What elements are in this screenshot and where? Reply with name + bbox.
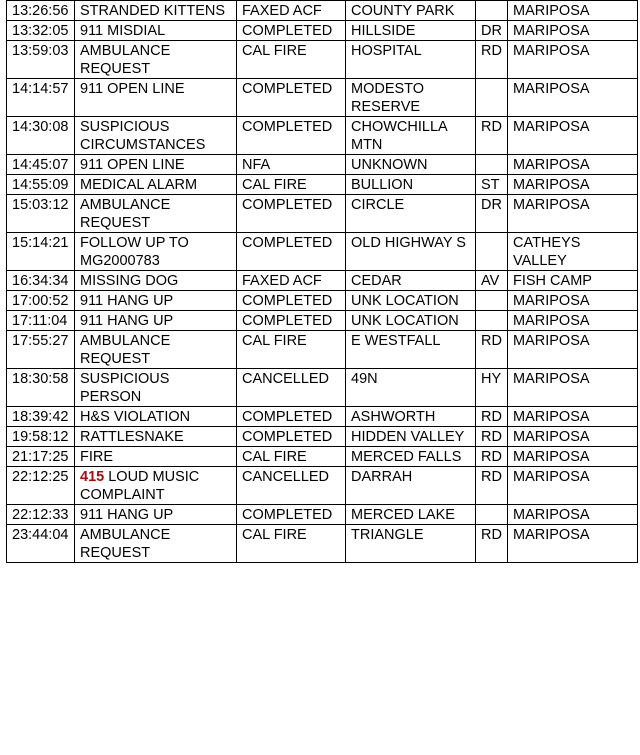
status-cell: COMPLETED (237, 311, 346, 331)
street-suffix-cell (476, 1, 508, 21)
city-cell: MARIPOSA (508, 291, 638, 311)
time-cell: 17:00:52 (7, 291, 75, 311)
street-suffix-cell: RD (476, 331, 508, 369)
time-cell: 22:12:33 (7, 505, 75, 525)
event-cell: FOLLOW UP TO MG2000783 (75, 233, 237, 271)
street-suffix-cell (476, 505, 508, 525)
time-cell: 22:12:25 (7, 467, 75, 505)
time-cell: 17:55:27 (7, 331, 75, 369)
table-row (7, 407, 638, 427)
time-cell: 18:39:42 (7, 407, 75, 427)
event-cell: 911 MISDIAL (75, 21, 237, 41)
city-cell: MARIPOSA (508, 311, 638, 331)
event-cell: AMBULANCE REQUEST (75, 525, 237, 563)
event-cell: MISSING DOG (75, 271, 237, 291)
street-suffix-cell: RD (476, 427, 508, 447)
street-cell: OLD HIGHWAY S (346, 233, 476, 271)
city-cell: MARIPOSA (508, 447, 638, 467)
event-cell (75, 467, 237, 505)
city-cell: MARIPOSA (508, 79, 638, 117)
event-cell: RATTLESNAKE (75, 427, 237, 447)
status-cell: CAL FIRE (237, 525, 346, 563)
street-suffix-cell: RD (476, 41, 508, 79)
table-row (7, 311, 638, 331)
table-row (7, 79, 638, 117)
table-row (7, 155, 638, 175)
table-row (7, 369, 638, 407)
table-row (7, 117, 638, 155)
event-cell: H&S VIOLATION (75, 407, 237, 427)
event-code: 415 (80, 469, 105, 485)
street-suffix-cell: RD (476, 447, 508, 467)
street-suffix-cell (476, 311, 508, 331)
time-cell: 23:44:04 (7, 525, 75, 563)
city-cell: MARIPOSA (508, 331, 638, 369)
status-cell: COMPLETED (237, 21, 346, 41)
city-cell: MARIPOSA (508, 525, 638, 563)
time-cell: 14:14:57 (7, 79, 75, 117)
status-cell: NFA (237, 155, 346, 175)
street-cell: MERCED FALLS (346, 447, 476, 467)
street-suffix-cell (476, 233, 508, 271)
table-row (7, 447, 638, 467)
event-cell: AMBULANCE REQUEST (75, 41, 237, 79)
street-cell: DARRAH (346, 467, 476, 505)
time-cell: 13:59:03 (7, 41, 75, 79)
city-cell: FISH CAMP (508, 271, 638, 291)
time-cell: 19:58:12 (7, 427, 75, 447)
status-cell: COMPLETED (237, 195, 346, 233)
street-suffix-cell (476, 291, 508, 311)
city-cell: MARIPOSA (508, 407, 638, 427)
street-suffix-cell: DR (476, 195, 508, 233)
event-cell: AMBULANCE REQUEST (75, 331, 237, 369)
street-cell: UNKNOWN (346, 155, 476, 175)
table-row (7, 505, 638, 525)
street-cell: 49N (346, 369, 476, 407)
event-text: LOUD MUSIC COMPLAINT (80, 469, 200, 503)
table-row (7, 271, 638, 291)
street-cell: BULLION (346, 175, 476, 195)
street-cell: HIDDEN VALLEY (346, 427, 476, 447)
status-cell: COMPLETED (237, 505, 346, 525)
status-cell: CAL FIRE (237, 331, 346, 369)
street-cell: UNK LOCATION (346, 291, 476, 311)
status-cell: COMPLETED (237, 407, 346, 427)
street-suffix-cell: RD (476, 467, 508, 505)
time-cell: 16:34:34 (7, 271, 75, 291)
time-cell: 21:17:25 (7, 447, 75, 467)
dispatch-log-table (6, 0, 638, 563)
city-cell: MARIPOSA (508, 41, 638, 79)
time-cell: 13:26:56 (7, 1, 75, 21)
dispatch-log-body (7, 1, 638, 563)
street-cell: MODESTO RESERVE (346, 79, 476, 117)
event-cell: SUSPICIOUS PERSON (75, 369, 237, 407)
street-suffix-cell: RD (476, 525, 508, 563)
event-cell: 911 OPEN LINE (75, 79, 237, 117)
city-cell: MARIPOSA (508, 21, 638, 41)
street-suffix-cell (476, 155, 508, 175)
city-cell: MARIPOSA (508, 467, 638, 505)
table-row (7, 195, 638, 233)
event-cell: 911 OPEN LINE (75, 155, 237, 175)
table-row (7, 291, 638, 311)
table-row (7, 41, 638, 79)
table-row (7, 525, 638, 563)
time-cell: 15:03:12 (7, 195, 75, 233)
street-suffix-cell: RD (476, 407, 508, 427)
status-cell: CAL FIRE (237, 175, 346, 195)
street-cell: HILLSIDE (346, 21, 476, 41)
event-cell: SUSPICIOUS CIRCUMSTANCES (75, 117, 237, 155)
table-row (7, 233, 638, 271)
table-row (7, 21, 638, 41)
city-cell: MARIPOSA (508, 1, 638, 21)
street-suffix-cell: HY (476, 369, 508, 407)
city-cell: CATHEYS VALLEY (508, 233, 638, 271)
time-cell: 14:45:07 (7, 155, 75, 175)
event-cell: 911 HANG UP (75, 291, 237, 311)
street-suffix-cell: RD (476, 117, 508, 155)
status-cell: FAXED ACF (237, 271, 346, 291)
status-cell: COMPLETED (237, 79, 346, 117)
table-row (7, 175, 638, 195)
street-suffix-cell: ST (476, 175, 508, 195)
time-cell: 14:55:09 (7, 175, 75, 195)
street-cell: E WESTFALL (346, 331, 476, 369)
status-cell: CAL FIRE (237, 41, 346, 79)
street-cell: MERCED LAKE (346, 505, 476, 525)
time-cell: 17:11:04 (7, 311, 75, 331)
street-cell: TRIANGLE (346, 525, 476, 563)
street-cell: ASHWORTH (346, 407, 476, 427)
city-cell: MARIPOSA (508, 369, 638, 407)
event-cell: 911 HANG UP (75, 311, 237, 331)
time-cell: 18:30:58 (7, 369, 75, 407)
status-cell: CANCELLED (237, 369, 346, 407)
status-cell: COMPLETED (237, 291, 346, 311)
street-cell: COUNTY PARK (346, 1, 476, 21)
event-cell: AMBULANCE REQUEST (75, 195, 237, 233)
city-cell: MARIPOSA (508, 195, 638, 233)
status-cell: CAL FIRE (237, 447, 346, 467)
city-cell: MARIPOSA (508, 117, 638, 155)
table-row (7, 331, 638, 369)
street-cell: UNK LOCATION (346, 311, 476, 331)
street-suffix-cell: DR (476, 21, 508, 41)
city-cell: MARIPOSA (508, 427, 638, 447)
status-cell: FAXED ACF (237, 1, 346, 21)
time-cell: 15:14:21 (7, 233, 75, 271)
status-cell: CANCELLED (237, 467, 346, 505)
time-cell: 13:32:05 (7, 21, 75, 41)
city-cell: MARIPOSA (508, 175, 638, 195)
street-cell: CIRCLE (346, 195, 476, 233)
table-row (7, 427, 638, 447)
street-suffix-cell: AV (476, 271, 508, 291)
street-suffix-cell (476, 79, 508, 117)
event-cell: STRANDED KITTENS (75, 1, 237, 21)
event-cell: MEDICAL ALARM (75, 175, 237, 195)
street-cell: CEDAR (346, 271, 476, 291)
event-cell: FIRE (75, 447, 237, 467)
time-cell: 14:30:08 (7, 117, 75, 155)
status-cell: COMPLETED (237, 233, 346, 271)
city-cell: MARIPOSA (508, 505, 638, 525)
street-cell: CHOWCHILLA MTN (346, 117, 476, 155)
status-cell: COMPLETED (237, 117, 346, 155)
table-row (7, 467, 638, 505)
city-cell: MARIPOSA (508, 155, 638, 175)
street-cell: HOSPITAL (346, 41, 476, 79)
table-row (7, 1, 638, 21)
status-cell: COMPLETED (237, 427, 346, 447)
event-cell: 911 HANG UP (75, 505, 237, 525)
